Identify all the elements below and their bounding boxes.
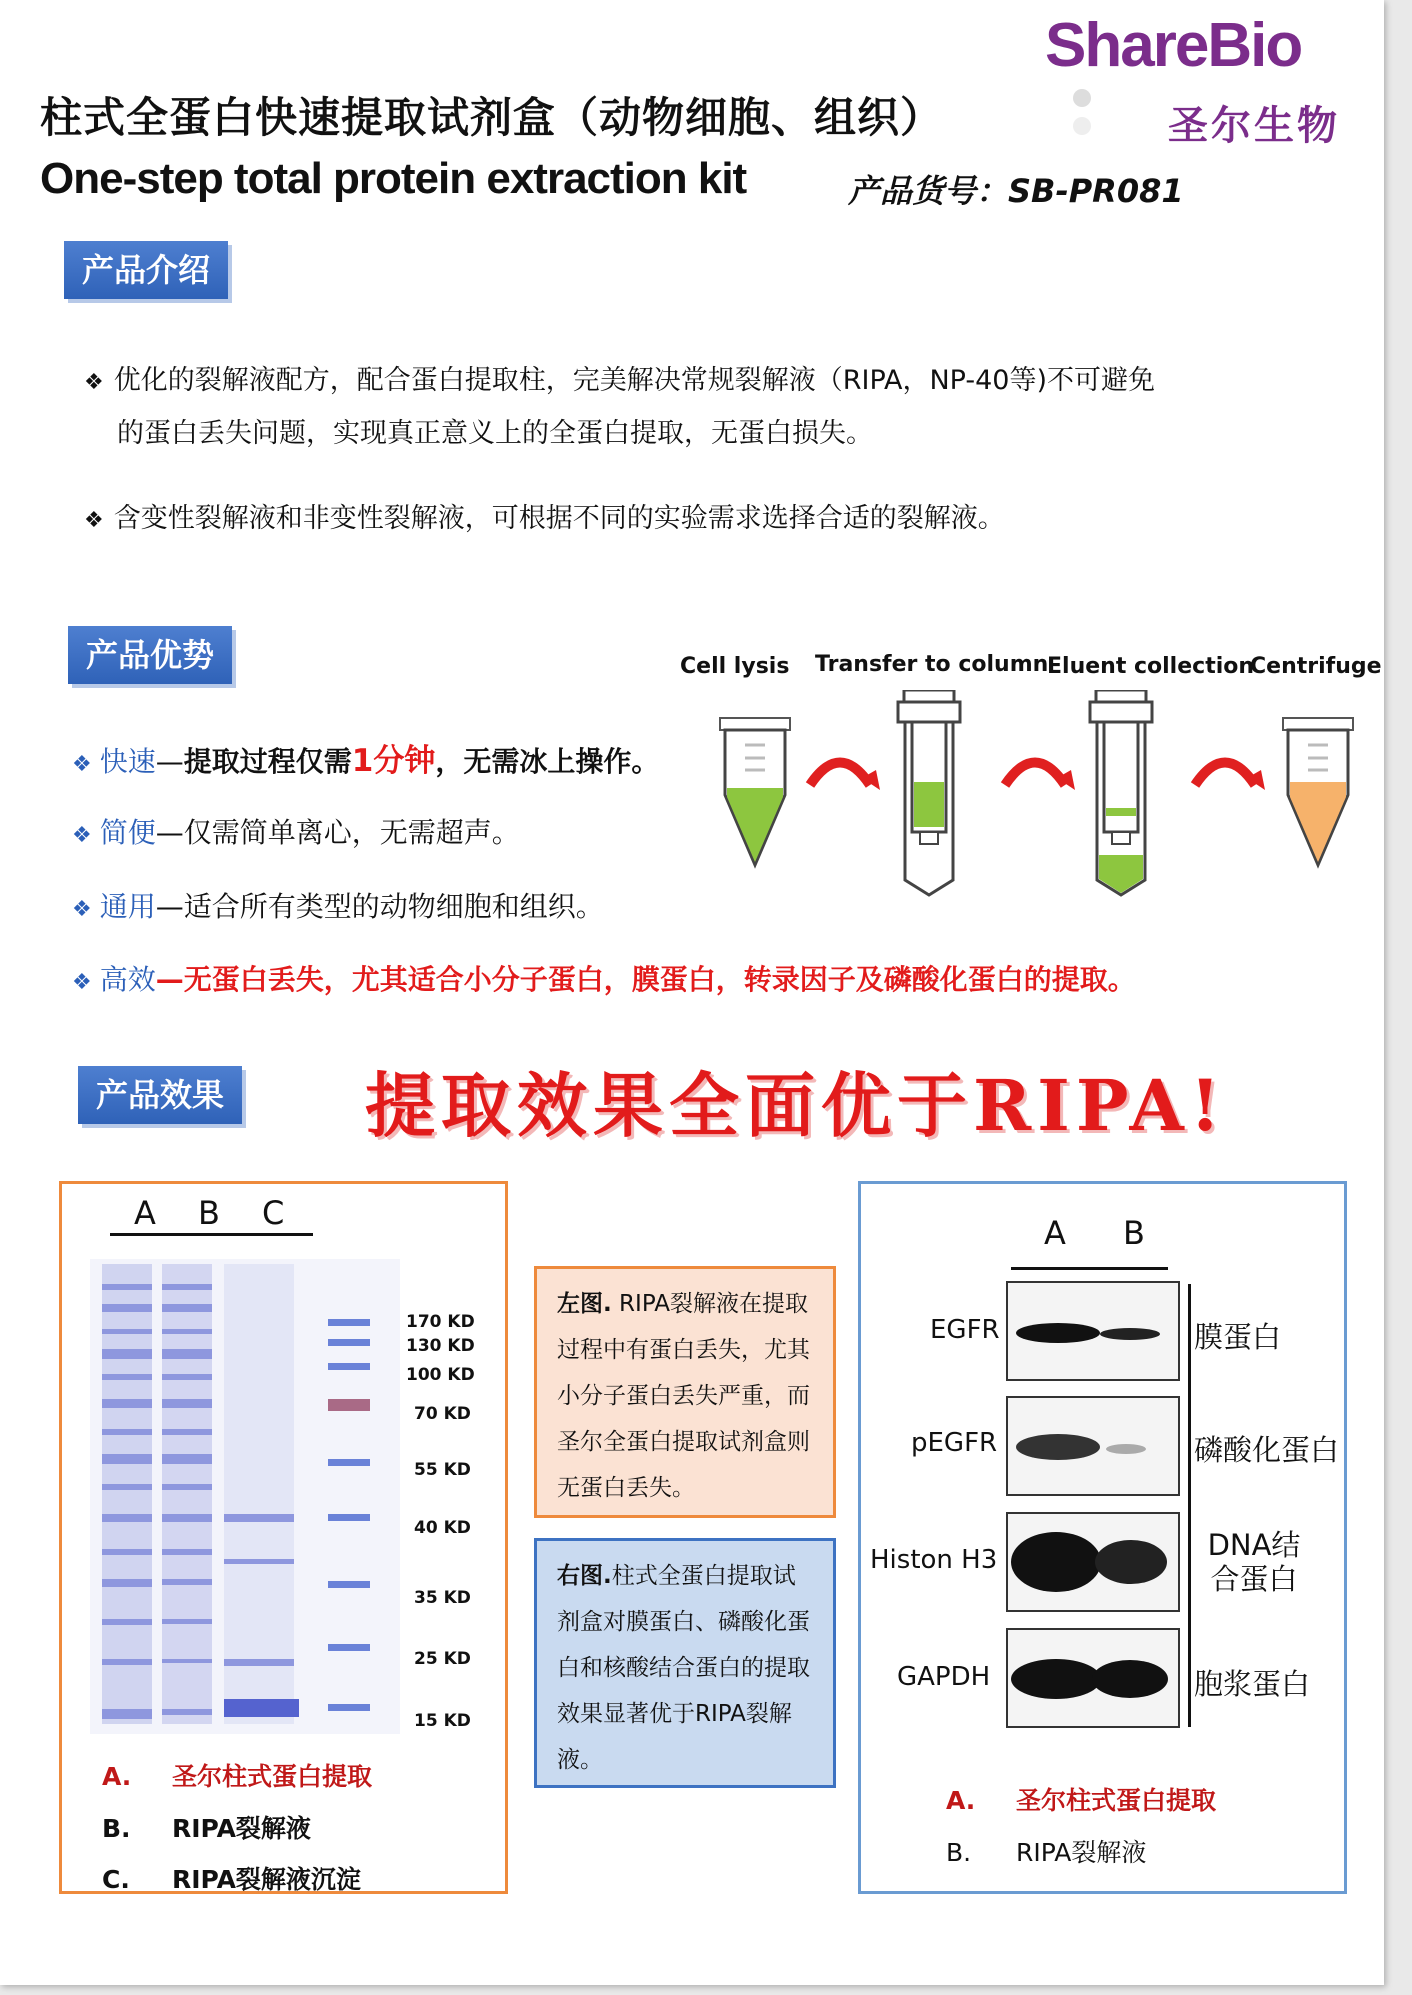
step-label-centrifuge: Centrifuge bbox=[1250, 654, 1382, 679]
gel-lane-a: A bbox=[134, 1194, 156, 1232]
step-label-cell-lysis: Cell lysis bbox=[680, 654, 790, 679]
column-tube-collection-icon bbox=[1090, 690, 1152, 895]
diamond-bullet-icon: ❖ bbox=[72, 970, 92, 995]
catalog-number: 产品货号：SB-PR081 bbox=[848, 172, 1184, 210]
western-blot-panel bbox=[858, 1181, 1347, 1894]
note-right-figure: 右图.柱式全蛋白提取试剂盒对膜蛋白、磷酸化蛋白和核酸结合蛋白的提取效果显著优于RIPA裂解液。 bbox=[534, 1538, 836, 1788]
wb-category-dna-binding: DNA结合蛋白 bbox=[1207, 1528, 1301, 1596]
marker-70: 70 KD bbox=[414, 1404, 471, 1424]
wb-category-phospho: 磷酸化蛋白 bbox=[1194, 1433, 1340, 1467]
diamond-bullet-icon: ❖ bbox=[72, 752, 92, 777]
marker-40: 40 KD bbox=[414, 1518, 471, 1538]
marker-100: 100 KD bbox=[406, 1365, 475, 1385]
wb-lane-underline bbox=[1011, 1267, 1168, 1270]
section-header-effect: 产品效果 bbox=[78, 1066, 242, 1124]
wb-category-membrane: 膜蛋白 bbox=[1194, 1320, 1282, 1354]
marker-35: 35 KD bbox=[414, 1588, 471, 1608]
diamond-bullet-icon: ❖ bbox=[84, 508, 104, 533]
note-left-figure: 左图. RIPA裂解液在提取过程中有蛋白丢失，尤其小分子蛋白丢失严重，而圣尔全蛋白提取试剂盒则无蛋白丢失。 bbox=[534, 1266, 836, 1518]
gel-legend-b: B. RIPA裂解液 bbox=[102, 1814, 311, 1843]
wb-label-egfr: EGFR bbox=[930, 1315, 1000, 1345]
sds-page-gel-image bbox=[90, 1259, 410, 1734]
wb-legend-b: B. RIPA裂解液 bbox=[946, 1838, 1147, 1867]
marker-15: 15 KD bbox=[414, 1711, 471, 1731]
wb-label-pegfr: pEGFR bbox=[911, 1428, 998, 1458]
section-header-intro: 产品介绍 bbox=[64, 241, 228, 299]
curved-arrow-icon bbox=[810, 763, 870, 786]
marker-55: 55 KD bbox=[414, 1460, 471, 1480]
diamond-bullet-icon: ❖ bbox=[72, 897, 92, 922]
column-tube-icon bbox=[898, 690, 960, 895]
gel-panel bbox=[59, 1181, 508, 1894]
slogan: 提取效果全面优于RIPA! bbox=[365, 1064, 1227, 1147]
logo-sharebio: ShareBio bbox=[1045, 11, 1302, 80]
marker-25: 25 KD bbox=[414, 1649, 471, 1669]
gel-lane-underline bbox=[110, 1233, 313, 1236]
page-title-cn: 柱式全蛋白快速提取试剂盒（动物细胞、组织） bbox=[40, 93, 944, 142]
intro-bullet-1-cont: 的蛋白丢失问题，实现真正意义上的全蛋白提取，无蛋白损失。 bbox=[117, 418, 873, 449]
advantage-simple: ❖ 简便—仅需简单离心，无需超声。 bbox=[72, 816, 520, 849]
step-label-eluent: Eluent collection bbox=[1047, 654, 1255, 679]
western-blot-image bbox=[1006, 1281, 1182, 1739]
wb-lane-a: A bbox=[1044, 1214, 1066, 1252]
wb-lane-b: B bbox=[1123, 1214, 1145, 1252]
marker-170: 170 KD bbox=[406, 1312, 475, 1332]
marker-130: 130 KD bbox=[406, 1336, 475, 1356]
step-label-transfer: Transfer to column bbox=[815, 652, 1049, 677]
tube-orange-icon bbox=[1283, 718, 1353, 865]
wb-category-cytoplasmic: 胞浆蛋白 bbox=[1194, 1667, 1311, 1701]
intro-bullet-2: ❖ 含变性裂解液和非变性裂解液，可根据不同的实验需求选择合适的裂解液。 bbox=[84, 503, 1005, 534]
diamond-bullet-icon: ❖ bbox=[72, 823, 92, 848]
advantage-efficient: ❖ 高效—无蛋白丢失，尤其适合小分子蛋白，膜蛋白，转录因子及磷酸化蛋白的提取。 bbox=[72, 963, 1136, 996]
tube-green-icon bbox=[720, 718, 790, 865]
curved-arrow-icon bbox=[1005, 763, 1065, 786]
page-title-en: One-step total protein extraction kit bbox=[40, 154, 747, 203]
wb-category-divider bbox=[1188, 1284, 1191, 1727]
intro-bullet-1: ❖ 优化的裂解液配方，配合蛋白提取柱，完美解决常规裂解液（RIPA，NP-40等)不可避免 bbox=[84, 365, 1155, 396]
advantage-universal: ❖ 通用—适合所有类型的动物细胞和组织。 bbox=[72, 890, 604, 923]
curved-arrow-icon bbox=[1195, 763, 1255, 786]
workflow-diagram bbox=[680, 690, 1370, 900]
advantage-fast: ❖ 快速—提取过程仅需1分钟，无需冰上操作。 bbox=[72, 743, 660, 779]
gel-legend-c: C. RIPA裂解液沉淀 bbox=[102, 1865, 361, 1894]
gel-legend-a: A. 圣尔柱式蛋白提取 bbox=[102, 1762, 373, 1791]
gel-lane-b: B bbox=[198, 1194, 220, 1232]
diamond-bullet-icon: ❖ bbox=[84, 370, 104, 395]
gel-lane-c: C bbox=[262, 1194, 285, 1232]
wb-label-gapdh: GAPDH bbox=[897, 1662, 991, 1692]
wb-legend-a: A. 圣尔柱式蛋白提取 bbox=[946, 1786, 1217, 1815]
wb-label-histon-h3: Histon H3 bbox=[870, 1545, 998, 1575]
logo-chinese-name: 圣尔生物 bbox=[1168, 103, 1340, 149]
logo-dots-icon bbox=[1070, 86, 1094, 142]
section-header-advantages: 产品优势 bbox=[68, 626, 232, 684]
